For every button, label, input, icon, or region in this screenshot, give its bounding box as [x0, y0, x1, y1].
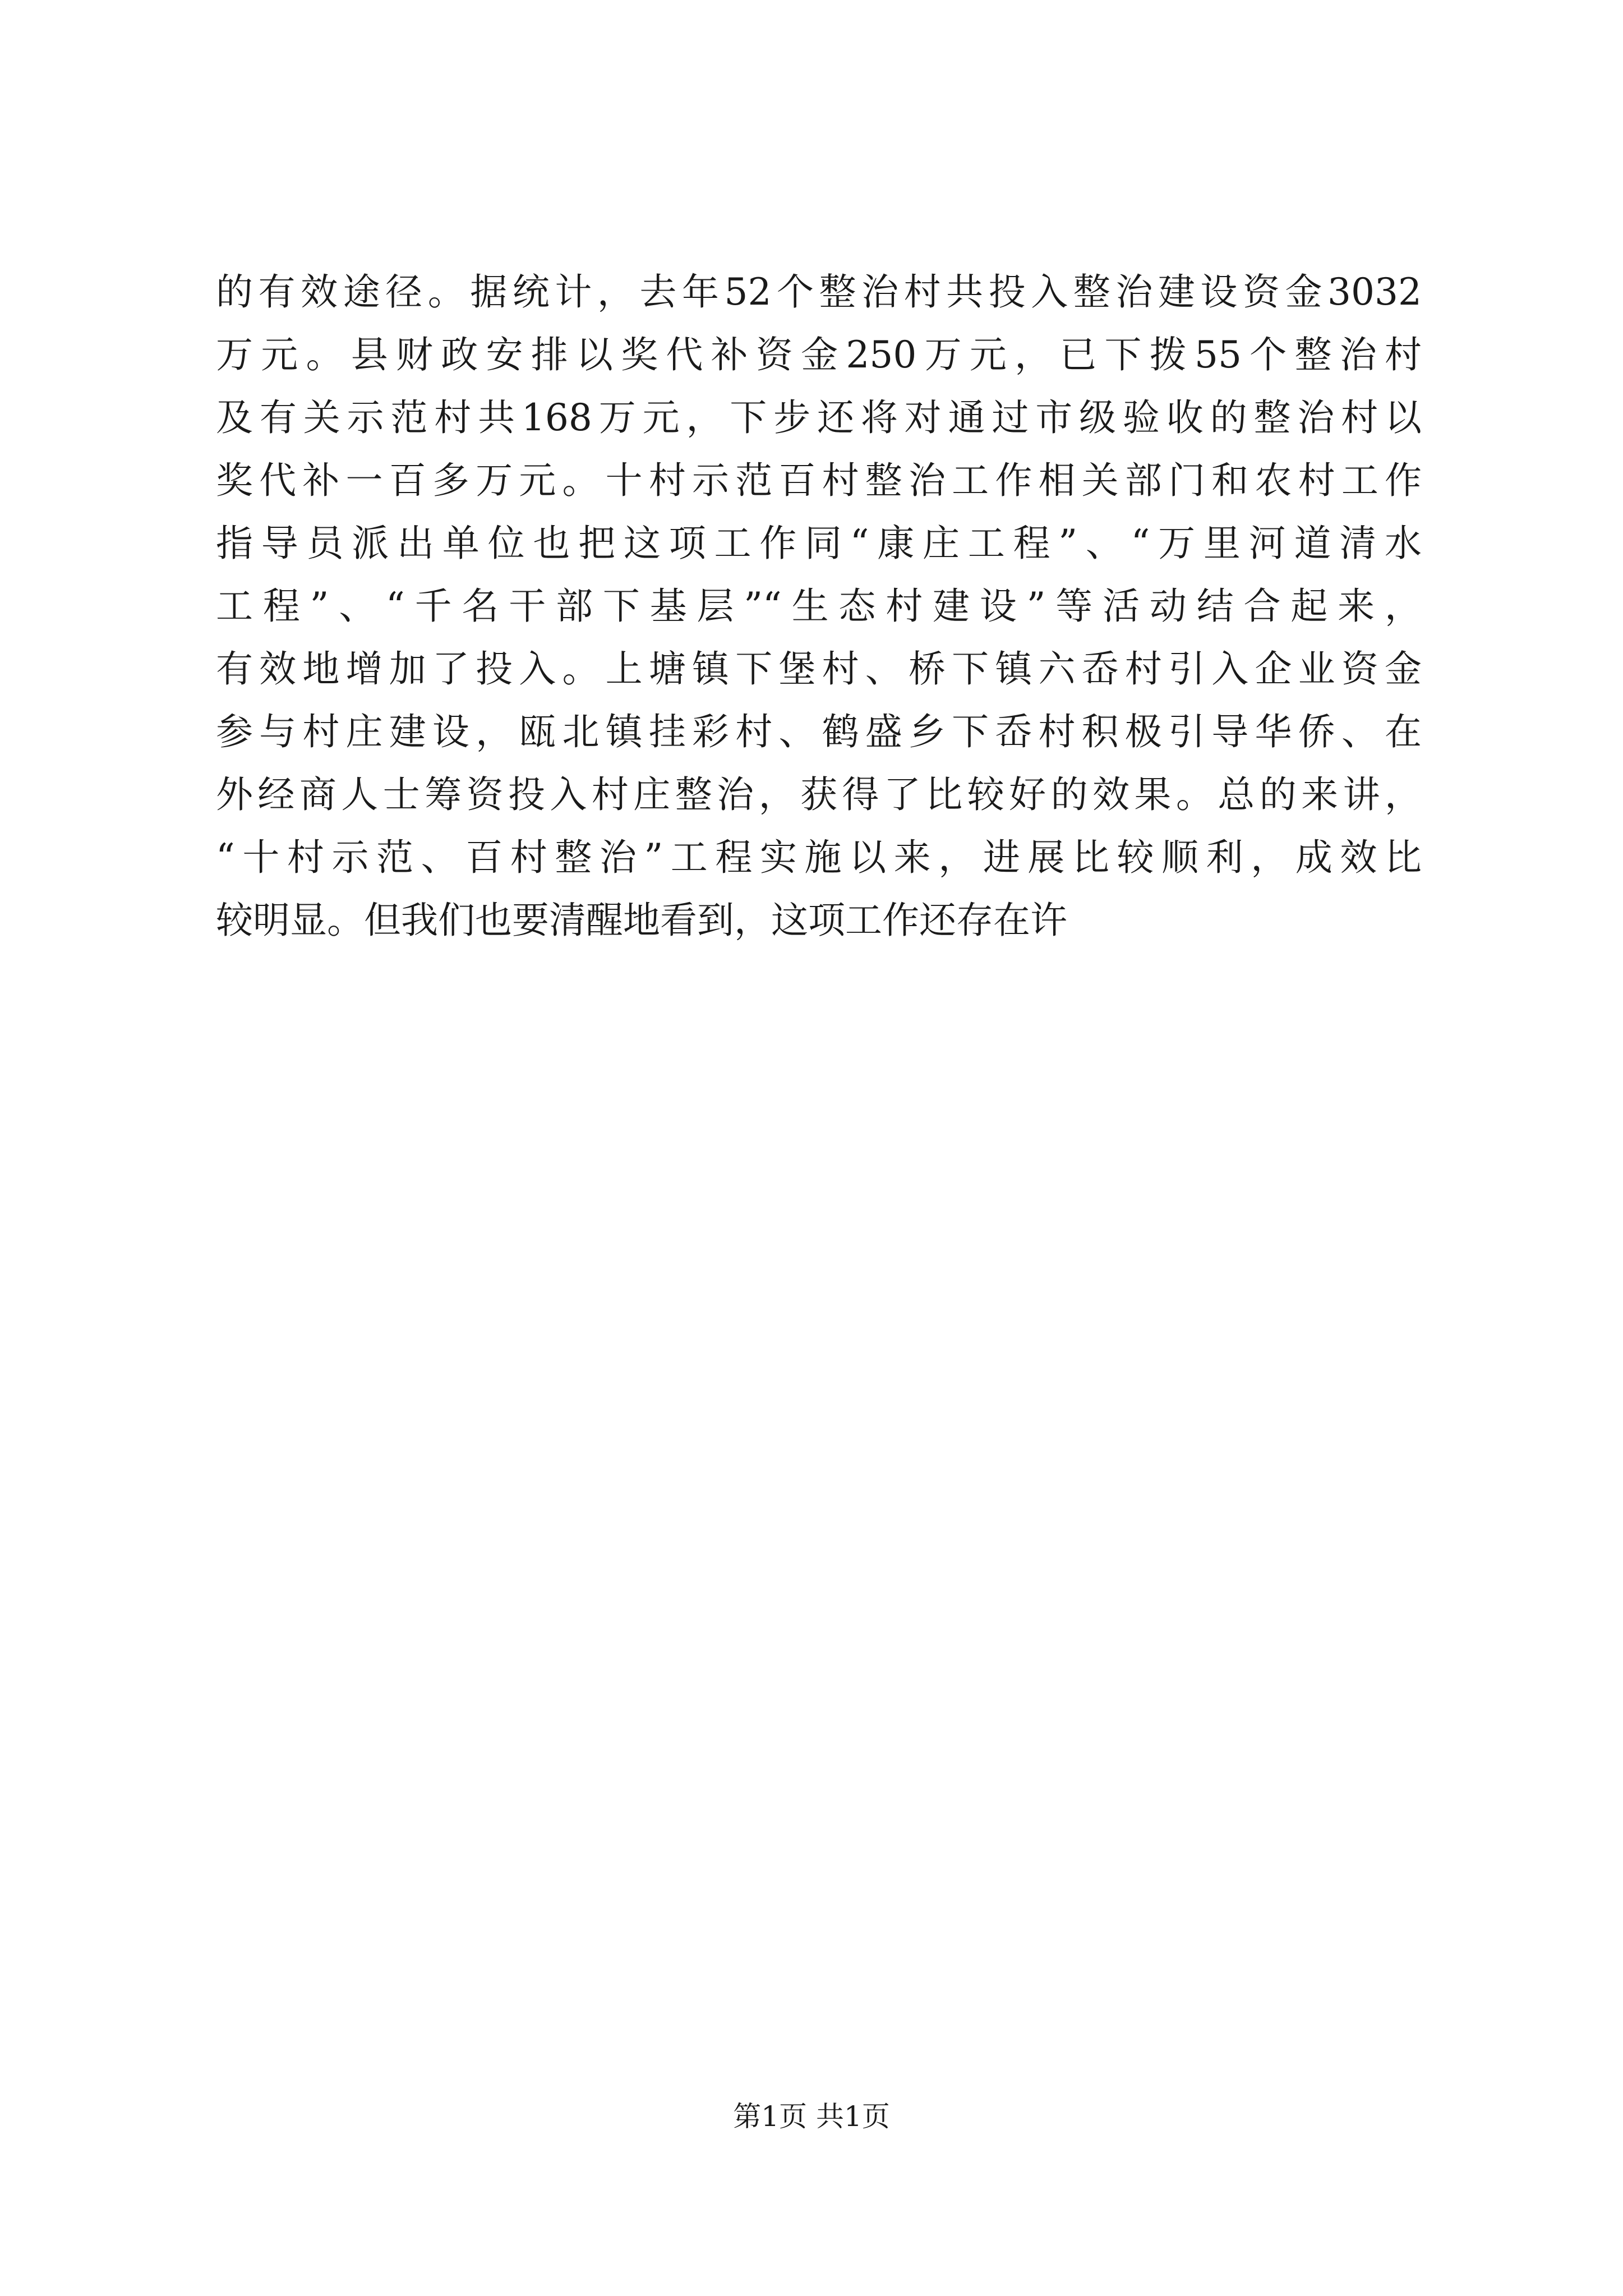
text-line: “十村示范、百村整治”工程实施以来，进展比较顺利，成效比 — [216, 836, 1422, 879]
text-line: 奖代补一百多万元。十村示范百村整治工作相关部门和农村工作 — [216, 459, 1422, 502]
page-footer — [0, 2097, 1623, 2136]
text-line: 指导员派出单位也把这项工作同“康庄工程”、“万里河道清水 — [216, 522, 1422, 565]
text-line: 外经商人士筹资投入村庄整治，获得了比较好的效果。总的来讲， — [216, 773, 1422, 816]
text-line: 较明显。但我们也要清醒地看到，这项工作还存在许 — [216, 899, 1067, 942]
page-number-label: 第1页 共1页 — [733, 2100, 890, 2133]
text-line: 的有效途径。据统计，去年52个整治村共投入整治建设资金3032 — [216, 270, 1422, 314]
text-line: 及有关示范村共168万元，下步还将对通过市级验收的整治村以 — [216, 396, 1422, 439]
body-paragraph — [216, 261, 1422, 952]
text-line: 有效地增加了投入。上塘镇下堡村、桥下镇六岙村引入企业资金 — [216, 647, 1422, 691]
text-line: 参与村庄建设，瓯北镇挂彩村、鹤盛乡下岙村积极引导华侨、在 — [216, 710, 1422, 753]
text-line: 万元。县财政安排以奖代补资金250万元，已下拨55个整治村 — [216, 333, 1422, 376]
text-line: 工程”、“千名干部下基层”“生态村建设”等活动结合起来， — [216, 585, 1422, 628]
